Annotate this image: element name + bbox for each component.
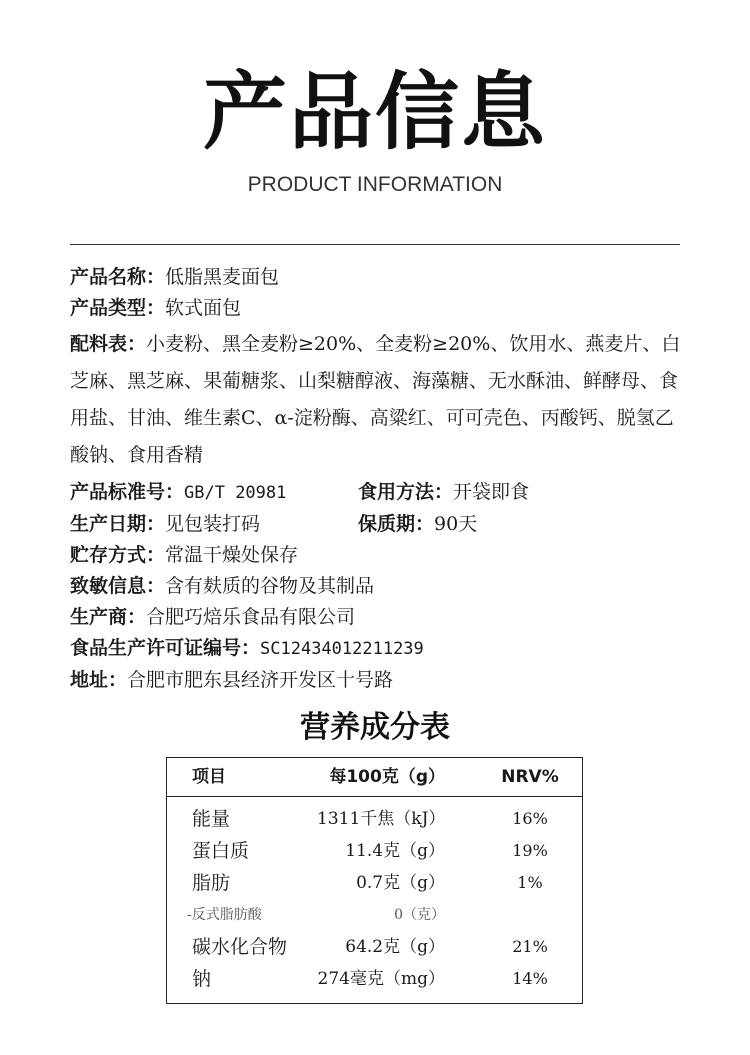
info-label: 生产日期： (70, 513, 166, 535)
info-value: 见包装打码 (165, 513, 261, 535)
nutrient-amount: 11.4克（g） (345, 841, 445, 861)
nutrition-table (166, 757, 583, 1004)
nutrient-nrv: 1% (517, 873, 543, 892)
info-row-ingredients (70, 326, 685, 474)
info-value: GB/T 20981 (184, 483, 287, 503)
info-row-maker (70, 602, 685, 633)
table-row (167, 963, 582, 995)
table-row (167, 803, 582, 835)
page-title: 产品信息 (202, 62, 547, 161)
table-row (167, 867, 582, 899)
info-value: 90天 (434, 513, 478, 535)
info-label: 贮存方式： (70, 544, 166, 566)
nutrient-name: 能量 (192, 808, 231, 830)
info-label: 生产商： (70, 606, 147, 628)
info-row-address (70, 665, 685, 696)
header-item: 项目 (192, 767, 226, 787)
info-value: 含有麸质的谷物及其制品 (165, 575, 375, 597)
info-label: 产品类型： (70, 297, 166, 319)
nutrient-amount: 1311千焦（kJ） (317, 809, 446, 829)
header-per100g: 每100克（g） (329, 767, 445, 787)
info-value: 合肥市肥东县经济开发区十号路 (127, 669, 394, 691)
nutrient-name: 脂肪 (192, 872, 231, 894)
page-subtitle: PRODUCT INFORMATION (247, 173, 503, 196)
nutrient-amount: 0（克） (394, 907, 445, 923)
info-label: 配料表： (70, 333, 147, 355)
nutrient-amount: 274毫克（mg） (317, 969, 445, 989)
table-row (167, 931, 582, 963)
info-label: 产品标准号： (70, 481, 185, 503)
info-value: 软式面包 (165, 297, 242, 319)
info-row-license (70, 633, 685, 665)
nutrient-amount: 0.7克（g） (356, 873, 445, 893)
info-row-standard-usage (70, 477, 685, 509)
info-value: 开袋即食 (453, 481, 530, 503)
info-label: 食用方法： (358, 481, 454, 503)
info-row-storage (70, 540, 685, 571)
nutrient-name: 钠 (192, 968, 212, 990)
info-row-type (70, 293, 685, 324)
info-label: 保质期： (358, 513, 435, 535)
table-row (167, 835, 582, 867)
nutrition-header-row (167, 758, 582, 797)
info-label: 食品生产许可证编号： (70, 637, 261, 659)
nutrient-name: -反式脂肪酸 (187, 907, 262, 923)
nutrient-amount: 64.2克（g） (345, 937, 445, 957)
nutrition-title: 营养成分表 (300, 710, 450, 745)
table-row (167, 899, 582, 931)
nutrient-name: 蛋白质 (192, 840, 250, 862)
info-value: 小麦粉、黑全麦粉≥20%、全麦粉≥20%、饮用水、燕麦片、白芝麻、黑芝麻、果葡糖浆、山梨糖醇液、海藻糖、无水酥油、鲜酵母、食用盐、甘油、维生素C、α-淀粉酶、高粱红、可可壳色、丙酸钙、脱氢乙酸钠、食用香精 (70, 333, 681, 466)
info-row-date-shelf (70, 509, 685, 540)
info-value: 合肥巧焙乐食品有限公司 (146, 606, 356, 628)
product-info (70, 262, 685, 696)
nutrient-nrv: 16% (512, 809, 548, 828)
info-value: 低脂黑麦面包 (165, 266, 280, 288)
header-nrv: NRV% (501, 767, 559, 787)
info-row-name (70, 262, 685, 293)
divider (70, 244, 680, 245)
info-label: 地址： (70, 669, 128, 691)
info-label: 致敏信息： (70, 575, 166, 597)
info-label: 产品名称： (70, 266, 166, 288)
info-value: SC12434012211239 (260, 639, 424, 659)
info-value: 常温干燥处保存 (165, 544, 299, 566)
nutrient-nrv: 14% (512, 969, 548, 988)
nutrient-name: 碳水化合物 (192, 936, 288, 958)
nutrient-nrv: 21% (512, 937, 548, 956)
nutrient-nrv: 19% (512, 841, 548, 860)
info-row-allergen (70, 571, 685, 602)
